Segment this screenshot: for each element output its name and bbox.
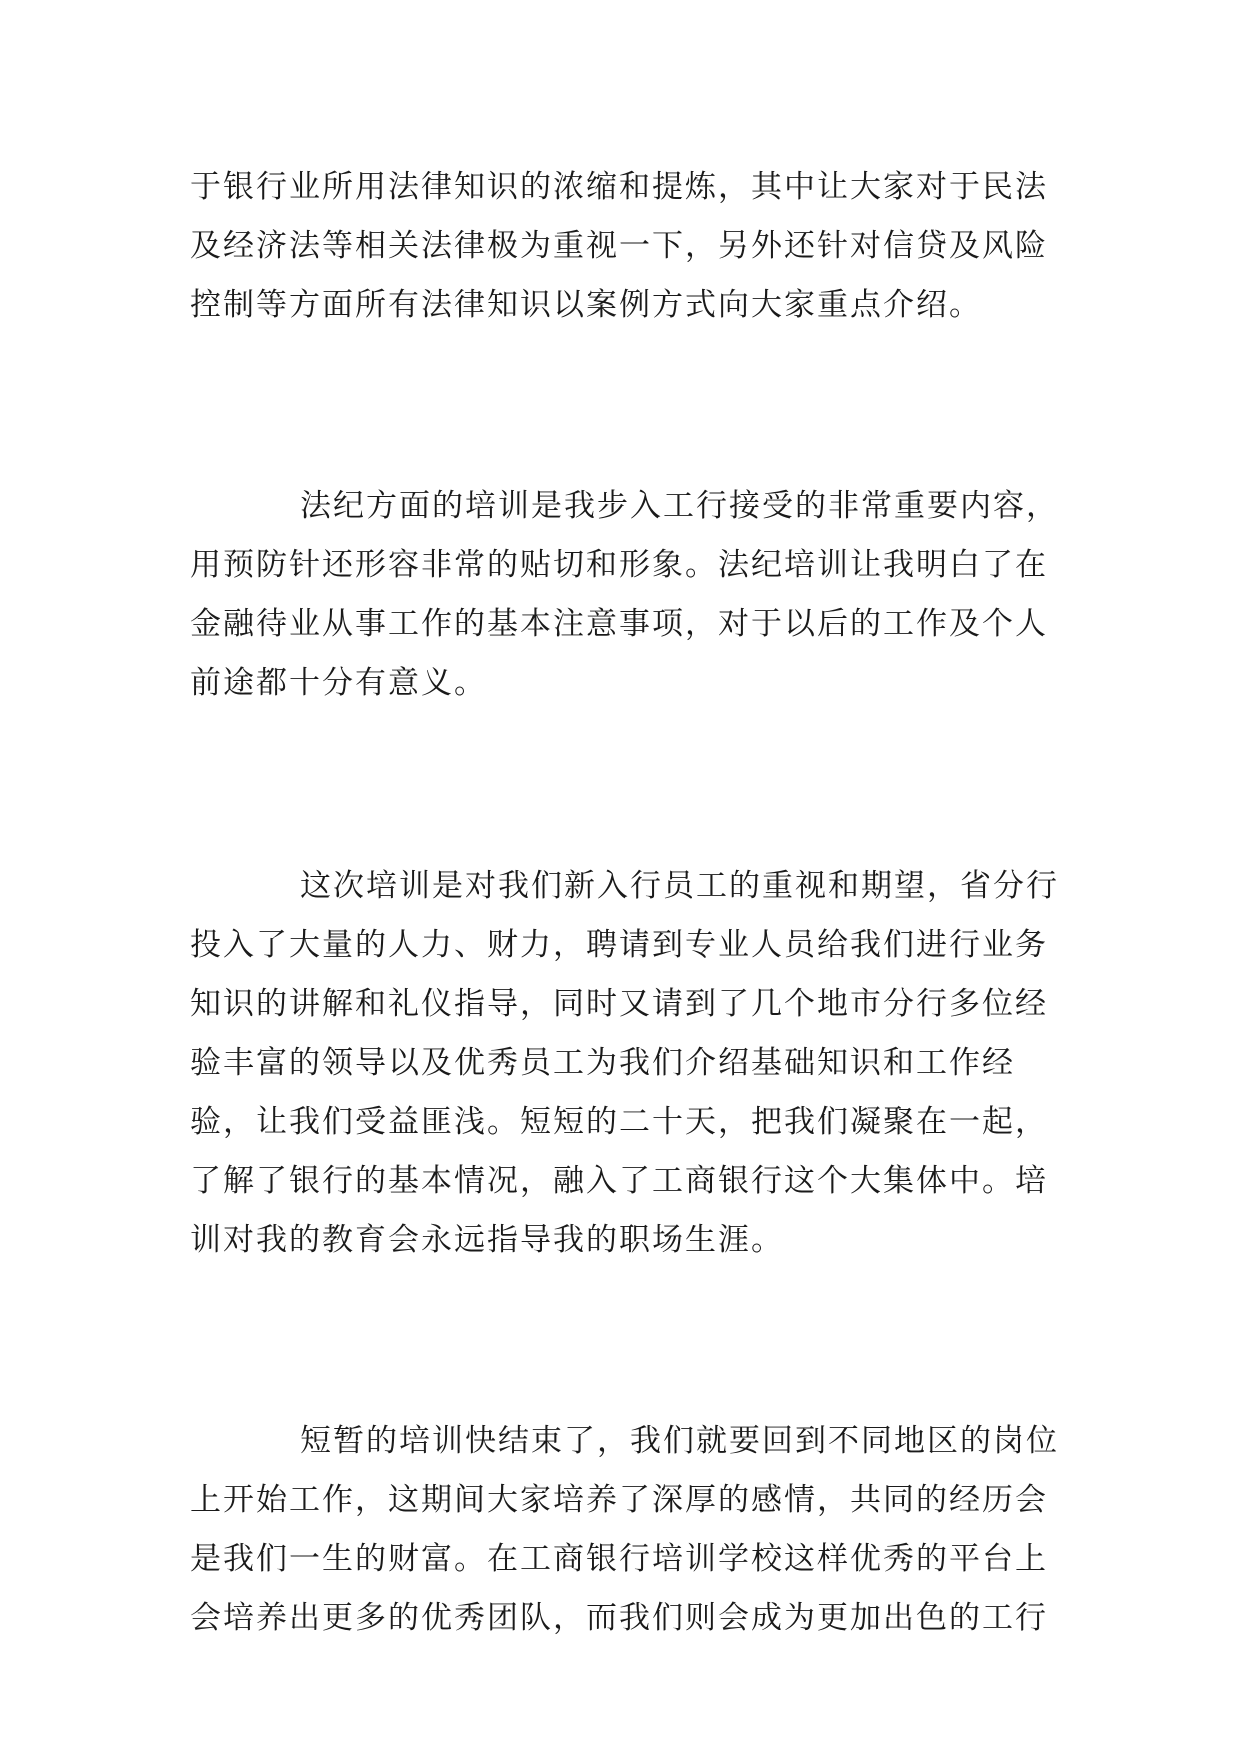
paragraph-1-line-1: 于银行业所用法律知识的浓缩和提炼，其中让大家对于民法 xyxy=(190,169,1048,205)
paragraph-2-line-2: 用预防针还形容非常的贴切和形象。法纪培训让我明白了在 xyxy=(190,547,1048,583)
paragraph-3-line-6: 了解了银行的基本情况，融入了工商银行这个大集体中。培 xyxy=(190,1163,1048,1199)
paragraph-3-line-4: 验丰富的领导以及优秀员工为我们介绍基础知识和工作经 xyxy=(190,1045,1015,1081)
paragraph-3-line-7: 训对我的教育会永远指导我的职场生涯。 xyxy=(190,1222,784,1258)
paragraph-3-line-5: 验，让我们受益匪浅。短短的二十天，把我们凝聚在一起， xyxy=(190,1104,1048,1140)
paragraph-4-line-3: 是我们一生的财富。在工商银行培训学校这样优秀的平台上 xyxy=(190,1541,1048,1577)
paragraph-3-line-3: 知识的讲解和礼仪指导，同时又请到了几个地市分行多位经 xyxy=(190,986,1048,1022)
paragraph-1-line-3: 控制等方面所有法律知识以案例方式向大家重点介绍。 xyxy=(190,287,982,323)
paragraph-1-line-2: 及经济法等相关法律极为重视一下，另外还针对信贷及风险 xyxy=(190,228,1048,264)
paragraph-2-line-1: 法纪方面的培训是我步入工行接受的非常重要内容， xyxy=(300,488,1059,524)
paragraph-2-line-3: 金融待业从事工作的基本注意事项，对于以后的工作及个人 xyxy=(190,606,1048,642)
paragraph-2-line-4: 前途都十分有意义。 xyxy=(190,665,487,701)
paragraph-4-line-2: 上开始工作，这期间大家培养了深厚的感情，共同的经历会 xyxy=(190,1482,1048,1518)
paragraph-3-line-1: 这次培训是对我们新入行员工的重视和期望，省分行 xyxy=(300,868,1059,904)
paragraph-4-line-1: 短暂的培训快结束了，我们就要回到不同地区的岗位 xyxy=(300,1423,1059,1459)
paragraph-3-line-2: 投入了大量的人力、财力，聘请到专业人员给我们进行业务 xyxy=(190,927,1048,963)
paragraph-4-line-4: 会培养出更多的优秀团队，而我们则会成为更加出色的工行 xyxy=(190,1600,1048,1636)
